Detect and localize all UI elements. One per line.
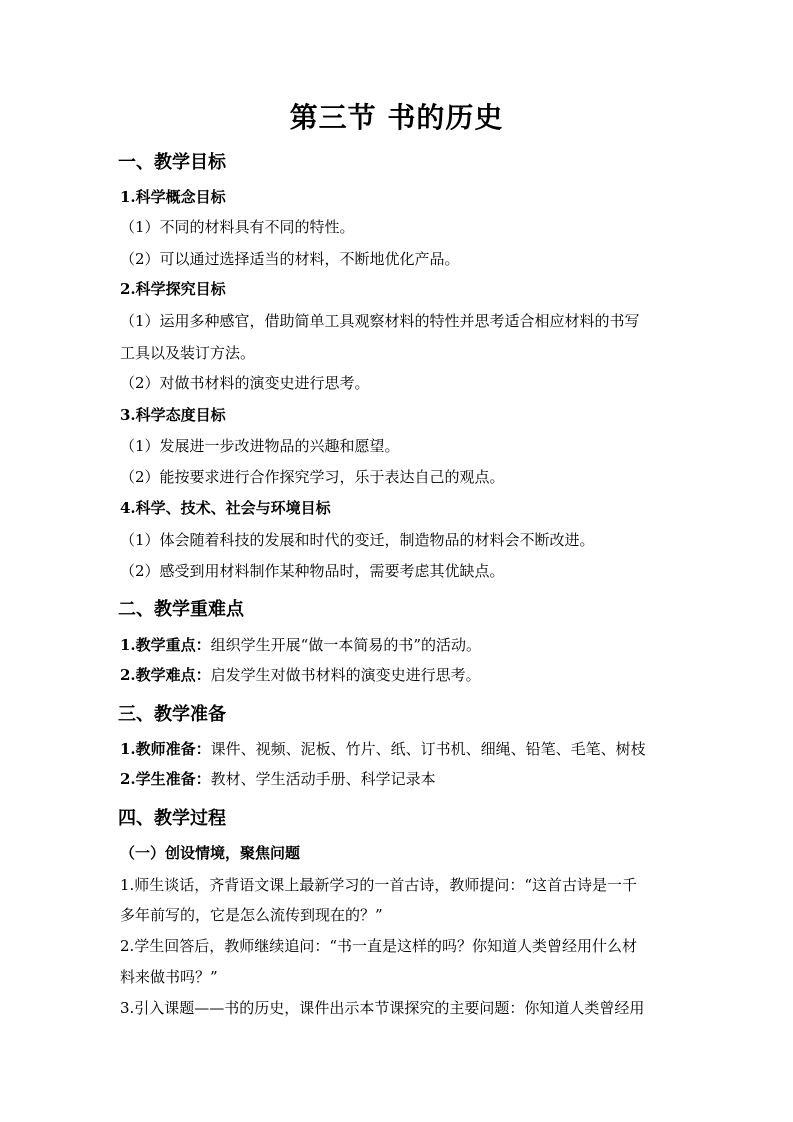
paragraph-line — [120, 738, 680, 759]
label-student-prep: 2.学生准备： — [120, 770, 211, 788]
paragraph-line — [120, 634, 680, 655]
text-key-point: 组织学生开展“做一本简易的书”的活动。 — [210, 636, 482, 654]
section-heading-process: 四、教学过程 — [118, 808, 226, 829]
section-heading-preparation: 三、教学准备 — [118, 704, 226, 725]
text-student-prep: 教材、学生活动手册、科学记录本 — [210, 770, 436, 788]
paragraph-line: 工具以及装订方法。 — [120, 344, 256, 362]
paragraph-line: （1）体会随着科技的发展和时代的变迁，制造物品的材料会不断改进。 — [120, 531, 595, 549]
paragraph-line: （1）运用多种感官，借助简单工具观察材料的特性并思考适合相应材料的书写 — [120, 312, 640, 330]
paragraph-line: 2.学生回答后，教师继续追问：“书一直是这样的吗？你知道人类曾经用什么材 — [120, 937, 637, 955]
section-heading-key-points: 二、教学重难点 — [118, 599, 244, 620]
paragraph-line — [120, 768, 680, 789]
label-difficult-point: 2.教学难点： — [120, 666, 211, 684]
paragraph-line: （2）感受到用材料制作某种物品时，需要考虑其优缺点。 — [120, 562, 505, 580]
paragraph-line: （2）可以通过选择适当的材料，不断地优化产品。 — [120, 250, 460, 268]
paragraph-line: 3.引入课题——书的历史，课件出示本节课探究的主要问题：你知道人类曾经用 — [120, 999, 645, 1017]
label-teacher-prep: 1.教师准备： — [120, 740, 211, 758]
text-teacher-prep: 课件、视频、泥板、竹片、纸、订书机、细绳、铅笔、毛笔、树枝 — [210, 740, 646, 758]
subheading-scenario: （一）创设情境，聚焦问题 — [120, 844, 301, 862]
paragraph-line: 多年前写的，它是怎么流传到现在的？” — [120, 906, 383, 924]
paragraph-line: （1）不同的材料具有不同的特性。 — [120, 218, 355, 236]
page-title: 第三节 书的历史 — [289, 101, 504, 134]
paragraph-line: 1.师生谈话，齐背语文课上最新学习的一首古诗，教师提问：“这首古诗是一千 — [120, 876, 637, 894]
paragraph-line: （2）能按要求进行合作探究学习，乐于表达自己的观点。 — [120, 468, 505, 486]
paragraph-line: （2）对做书材料的演变史进行思考。 — [120, 374, 370, 392]
subheading-inquiry: 2.科学探究目标 — [120, 280, 226, 298]
subheading-sts: 4.科学、技术、社会与环境目标 — [120, 499, 331, 517]
subheading-attitude: 3.科学态度目标 — [120, 406, 226, 424]
subheading-concept: 1.科学概念目标 — [120, 188, 226, 206]
paragraph-line: 料来做书吗？” — [120, 968, 218, 986]
text-difficult-point: 启发学生对做书材料的演变史进行思考。 — [210, 666, 481, 684]
paragraph-line: （1）发展进一步改进物品的兴趣和愿望。 — [120, 437, 400, 455]
label-key-point: 1.教学重点： — [120, 636, 211, 654]
section-heading-objectives: 一、教学目标 — [118, 152, 226, 173]
paragraph-line — [120, 664, 680, 685]
